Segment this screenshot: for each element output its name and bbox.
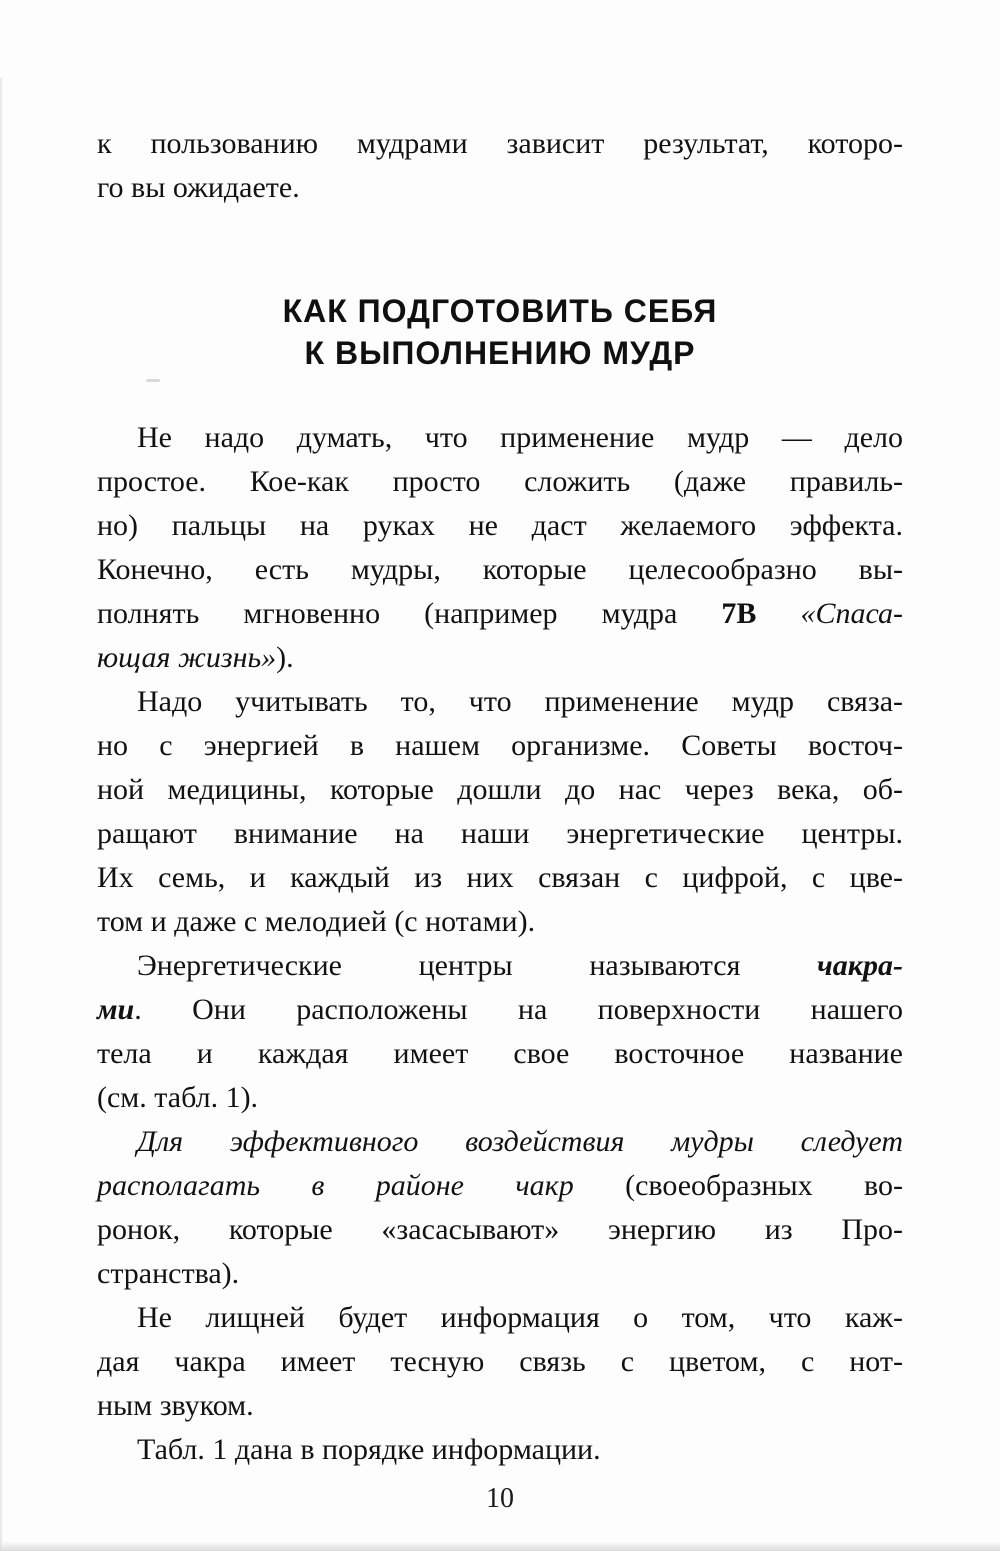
page-content: [97, 0, 903, 1472]
text-segment: ).: [276, 641, 294, 674]
text-line: Для эффективного воздействия мудры следует: [137, 1125, 903, 1158]
text-segment: Энергетические центры называются: [137, 949, 818, 982]
paragraph-continuation: [97, 122, 903, 210]
heading-line: К ВЫПОЛНЕНИЮ МУДР: [304, 335, 696, 371]
text-segment: . Они расположены на поверхности нашего: [134, 993, 903, 1026]
heading-line: КАК ПОДГОТОВИТЬ СЕБЯ: [282, 293, 718, 329]
text-line: том и даже с мелодией (с нотами).: [97, 905, 536, 938]
text-line: Табл. 1 дана в порядке информации.: [137, 1433, 601, 1466]
text-line: к пользованию мудрами зависит результат, которо-: [97, 127, 903, 160]
text-line: дая чакра имеет тесную связь с цветом, с нот-: [97, 1345, 903, 1378]
text-line: (см. табл. 1).: [97, 1081, 259, 1114]
paragraph: [97, 944, 903, 1120]
text-line: но с энергией в нашем организме. Советы восточ-: [97, 729, 903, 762]
text-line: [97, 988, 903, 1032]
text-line: Не надо думать, что применение мудр — дело: [137, 421, 903, 454]
text-line: ной медицины, которые дошли до нас через века, об-: [97, 773, 903, 806]
text-line: [97, 592, 903, 636]
text-line: тела и каждая имеет свое восточное название: [97, 1037, 903, 1070]
paragraph: [97, 680, 903, 944]
page-number: 10: [486, 1483, 514, 1514]
scan-edge-bottom: [0, 1541, 1000, 1551]
text-line: [97, 944, 903, 988]
text-line: Надо учитывать то, что применение мудр связа-: [137, 685, 903, 718]
paragraph: [97, 1120, 903, 1296]
text-line: но) пальцы на руках не даст желаемого эффекта.: [97, 509, 903, 542]
text-line: простое. Кое-как просто сложить (даже правиль-: [97, 465, 903, 498]
text-segment-italic: располагать в районе чакр: [97, 1169, 574, 1202]
paragraph: [97, 1296, 903, 1428]
text-segment-italic: «Спаса-: [756, 597, 903, 630]
text-segment-bold-italic: ми: [97, 993, 135, 1026]
text-line: го вы ожидаете.: [97, 171, 300, 204]
text-line: [97, 1164, 903, 1208]
text-line: ным звуком.: [97, 1389, 254, 1422]
text-line: [97, 636, 903, 680]
paragraph: [97, 416, 903, 680]
text-line: ронок, которые «засасывают» энергию из Про-: [97, 1213, 903, 1246]
text-line: странства).: [97, 1257, 240, 1290]
paragraph: [97, 1428, 903, 1472]
text-line: Конечно, есть мудры, которые целесообразно вы-: [97, 553, 903, 586]
text-line: Не лищней будет информация о том, что каж-: [137, 1301, 903, 1334]
section-heading: [97, 290, 903, 374]
text-line: Их семь, и каждый из них связан с цифрой, с цве-: [97, 861, 903, 894]
text-line: ращают внимание на наши энергетические центры.: [97, 817, 903, 850]
text-segment-bold-italic: чакра-: [817, 949, 903, 982]
text-segment-bold: 7В: [721, 597, 757, 630]
text-segment: (своеобразных во-: [573, 1169, 903, 1202]
text-segment: полнять мгновенно (например мудра: [97, 597, 722, 630]
text-segment-italic: ющая жизнь»: [97, 641, 277, 674]
scan-edge-left: [0, 78, 2, 1551]
